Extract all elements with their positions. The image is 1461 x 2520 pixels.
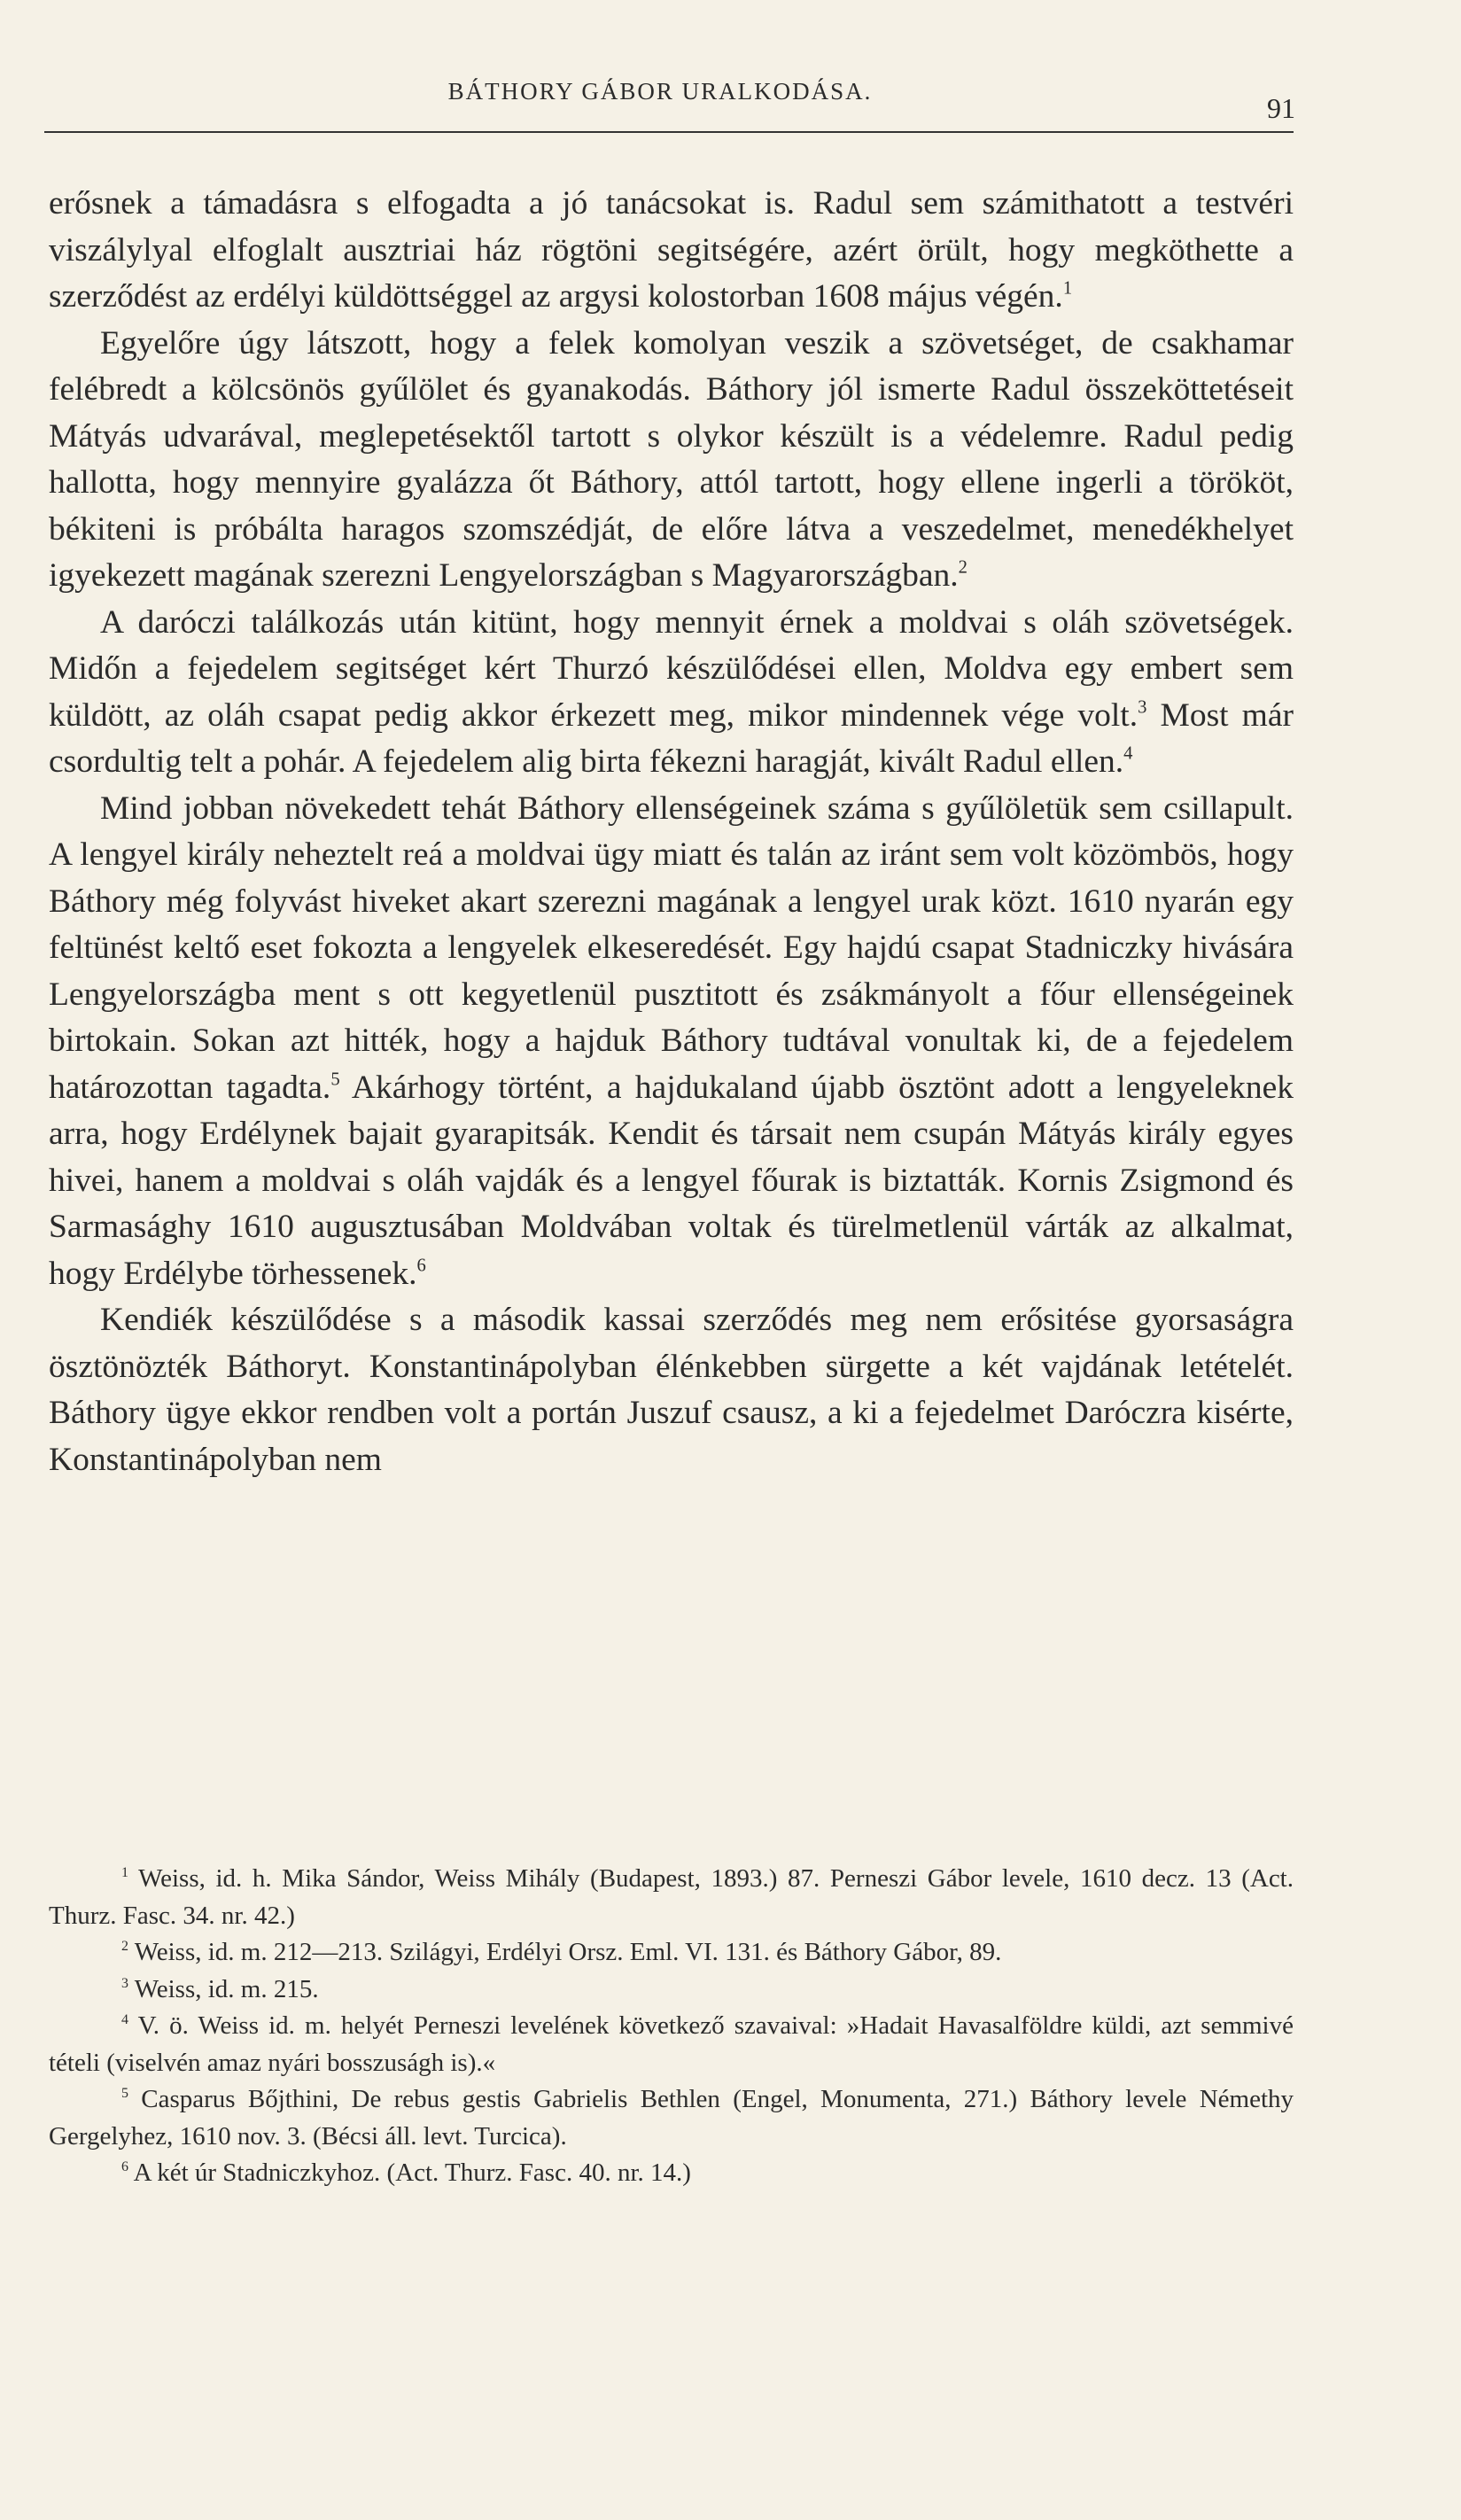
paragraph-1: erősnek a támadásra s elfogadta a jó tanácsokat is. Radul sem számithatott a testvéri viszálylyal elfoglalt ausztriai ház rögtöni segitségére, azért örült, hogy megköthette a szerződést az erdélyi küldöttséggel az argysi kolostorban 1608 május végén.$^1$ bbox=[49, 185, 1294, 315]
footnote-ref: 3 bbox=[1138, 697, 1147, 718]
footnote-ref: 5 bbox=[330, 1069, 340, 1090]
footnote-mark: 2 bbox=[121, 1938, 128, 1954]
footnote-mark: 6 bbox=[121, 2158, 128, 2174]
page-number: 91 bbox=[1267, 92, 1295, 124]
footnote-mark: 1 bbox=[121, 1864, 128, 1880]
footnote-6: $^6$ A két úr Stadniczkyhoz. (Act. Thurz. Fasc. 40. nr. 14.) bbox=[121, 2158, 691, 2187]
footnote-5: $^5$ Casparus Bőjthini, De rebus gestis Gabrielis Bethlen (Engel, Monumenta, 271.) Báthory levele Némethy Gergelyhez, 1610 nov. 3. (Bécsi áll. levt. Turcica). bbox=[49, 2085, 1294, 2151]
footnote-ref: 1 bbox=[1062, 278, 1073, 299]
footnote-3: $^3$ Weiss, id. m. 215. bbox=[121, 1974, 319, 2003]
footnote-mark: 5 bbox=[121, 2085, 128, 2101]
footnote-mark: 3 bbox=[121, 1975, 128, 1991]
footnote-mark: 4 bbox=[121, 2011, 128, 2027]
paragraph-5: Kendiék készülődése s a második kassai szerződés meg nem erősitése gyorsaságra ösztönözték Báthoryt. Konstantinápolyban élénkebben sürgette a két vajdának letételét. Báthory ügye ekkor rendben volt a portán Juszuf csausz, a ki a fejedelmet Daróczra kisérte, Konstantinápolyban nem bbox=[49, 1302, 1294, 1478]
footnote-1: $^1$ Weiss, id. h. Mika Sándor, Weiss Mihály (Budapest, 1893.) 87. Perneszi Gábor levele, 1610 decz. 13 (Act. Thurz. Fasc. 34. nr. 42.) bbox=[49, 1864, 1294, 1930]
footnote-2: $^2$ Weiss, id. m. 212—213. Szilágyi, Erdélyi Orsz. Eml. VI. 131. és Báthory Gábor, 89. bbox=[121, 1938, 1002, 1966]
paragraph-3: A daróczi találkozás után kitünt, hogy mennyit érnek a moldvai s oláh szövetségek. Midőn a fejedelem segitséget kért Thurzó készülődései ellen, Moldva egy embert sem küldött, az oláh csapat pedig akkor érkezett meg, mikor mindennek vége volt.$^3$ Most már csordultig telt a pohár. A fejedelem alig birta fékezni haragját, kivált Radul ellen.$^4$ bbox=[49, 603, 1294, 780]
footnote-ref: 2 bbox=[958, 557, 968, 578]
footnote-ref: 6 bbox=[416, 1256, 426, 1276]
running-title: BÁTHORY GÁBOR URALKODÁSA. bbox=[447, 78, 873, 105]
paragraph-4: Mind jobban növekedett tehát Báthory ellenségeinek száma s gyűlöletük sem csillapult. A lengyel király neheztelt reá a moldvai ügy miatt és talán az iránt sem volt közömbös, hogy Báthory még folyvást hiveket akart szerezni magának a lengyel urak közt. 1610 nyarán egy feltünést keltő eset fokozta a lengyelek elkeseredését. Egy hajdú csapat Stadniczky hivására Lengyelországba ment s ott kegyetlenül pusztitott és zsákmányolt a főur ellenségeinek birtokain. Sokan azt hitték, hogy a hajduk Báthory tudtával vonultak ki, de a fejedelem határozottan tagadta.$^5$ Akárhogy történt, a hajdukaland újabb ösztönt adott a lengyeleknek arra, hogy Erdélynek bajait gyarapitsák. Kendit és társait nem csupán Mátyás király egyes hivei, hanem a moldvai s oláh vajdák és a lengyel főurak is biztatták. Kornis Zsigmond és Sarmasághy 1610 augusztusában Moldvában voltak és türelmetlenül várták az alkalmat, hogy Erdélybe törhessenek.$^6$ bbox=[49, 789, 1294, 1292]
footnotes bbox=[49, 1861, 1294, 2192]
body-text bbox=[49, 181, 1294, 1483]
footnote-4: $^4$ V. ö. Weiss id. m. helyét Perneszi levelének következő szavaival: »Hadait Havasalföldre küldi, azt semmivé tételi (viselvén amaz nyári bosszuságh is).« bbox=[49, 2011, 1294, 2077]
footnote-ref: 4 bbox=[1123, 743, 1133, 764]
header-rule bbox=[44, 131, 1294, 133]
paragraph-2: Egyelőre úgy látszott, hogy a felek komolyan veszik a szövetséget, de csakhamar felébredt a kölcsönös gyűlölet és gyanakodás. Báthory jól ismerte Radul összeköttetéseit Mátyás udvarával, meglepetésektől tartott s olykor készült is a védelemre. Radul pedig hallotta, hogy mennyire gyalázza őt Báthory, attól tartott, hogy ellene ingerli a törököt, békiteni is próbálta haragos szomszédját, de előre látva a veszedelmet, menedékhelyet igyekezett magának szerezni Lengyelországban s Magyarországban.$^2$ bbox=[49, 324, 1294, 594]
